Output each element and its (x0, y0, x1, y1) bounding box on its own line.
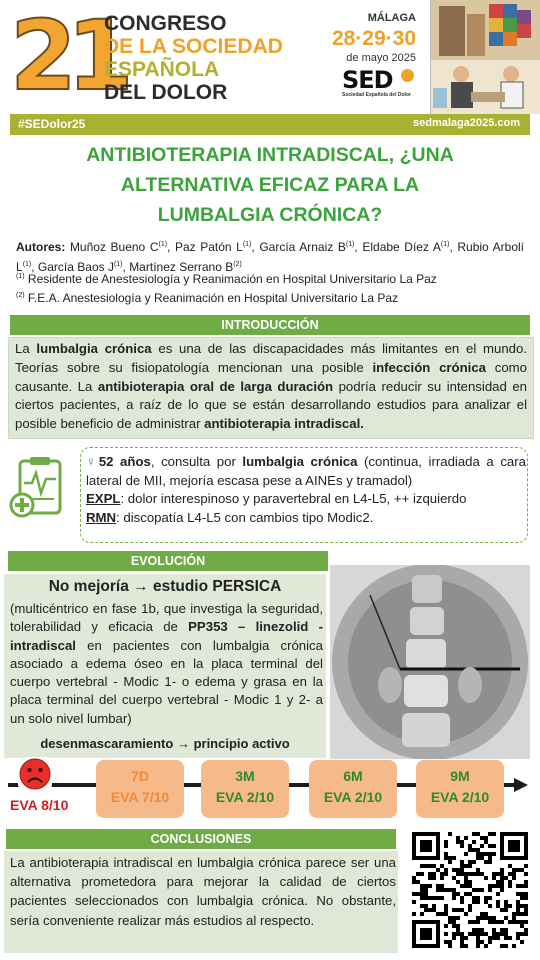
timeline-step (416, 760, 504, 818)
author: Rubio Arbolí L (16, 240, 524, 274)
author-affiliation: (1) (113, 261, 123, 268)
congress-city: MÁLAGA (367, 12, 416, 24)
introduction-text (8, 337, 534, 439)
medical-chart-icon (6, 455, 74, 523)
intro-bold: antibioterapia oral de larga duración (97, 378, 334, 394)
intro-text: La (15, 341, 37, 356)
congress-title-line: ESPAÑOLA (104, 58, 220, 81)
step-time: 9M (450, 768, 470, 784)
poster-title-line: LUMBALGIA CRÓNICA? (157, 204, 383, 226)
sed-logo-text: SED (342, 66, 393, 94)
affiliation-mark: (2) (16, 292, 25, 299)
sad-face-icon (18, 757, 52, 791)
congress-title (104, 12, 304, 104)
female-symbol: ♀ (86, 454, 99, 469)
congress-month: de mayo 2025 (346, 52, 416, 64)
author-affiliation: (1) (22, 261, 32, 268)
affiliation-mark: (1) (16, 273, 25, 280)
intro-text: como causante. La (15, 359, 527, 394)
authors: Autores: Muñoz Bueno $C^{(1)}$, Paz Patón $L^{(1)}$, García Arnaiz $B^{(1)}$, Eldabe Díez $A^{(1)}$, Rubio Arbolí $L^{(1)}$, García Baos $J^{(1)}$, Martínez Serrano $B^{(2)}$ (16, 240, 524, 274)
eva-baseline: EVA 8/10 (10, 797, 69, 813)
evolution-foot-b: principio activo (193, 736, 290, 751)
intro-bold: infección crónica (372, 359, 486, 375)
conclusions-text: La antibioterapia intradiscal en lumbalgia crónica parece ser una alternativa prometedora para mejorar la calidad de ciertos pacientes seleccionados con lumbalgia crónica. No obstante, sería conveniente realizar más estudios al respecto. (10, 855, 396, 928)
evolution-headline (4, 578, 326, 596)
arrow-icon: → (176, 736, 190, 751)
step-eva: EVA 2/10 (215, 789, 275, 805)
evolution-footer (4, 736, 326, 751)
step-eva: EVA 2/10 (323, 789, 383, 805)
authors-label: Autores: (16, 240, 66, 254)
timeline-step (96, 760, 184, 818)
step-eva: EVA 7/10 (110, 789, 170, 805)
rmn-label: RMN (86, 509, 117, 525)
qr-code[interactable] (410, 828, 530, 952)
evolution-text (10, 600, 323, 728)
timeline-arrow-icon (514, 778, 528, 792)
step-time: 6M (343, 768, 363, 784)
case-text (86, 453, 526, 527)
introduction-header: INTRODUCCIÓN (10, 315, 530, 335)
congress-title-line: CONGRESO (104, 12, 227, 35)
header-illustration (430, 0, 540, 114)
hashtag: #SEDolor25 (18, 117, 86, 131)
intro-bold: lumbalgia crónica (36, 341, 152, 356)
sed-logo-subtitle: Sociedad Española del Dolor (342, 92, 411, 98)
expl-text: : dolor interespinoso y paravertebral en L4-L5, ++ izquierdo (120, 491, 467, 506)
poster-title-line: ANTIBIOTERAPIA INTRADISCAL, ¿UNA (86, 144, 454, 166)
intro-bold: antibioterapia intradiscal. (204, 416, 364, 432)
author: Martínez Serrano B (129, 260, 234, 274)
timeline-step (201, 760, 289, 818)
expl-label: EXPL (86, 491, 121, 506)
affiliation-text: Residente de Anestesiología y Reanimación en Hospital Universitario La Paz (27, 272, 437, 286)
step-time: 7D (131, 768, 149, 784)
rmn-text: : discopatía L4-L5 con cambios tipo Modic2. (116, 509, 374, 525)
author: Eldabe Díez A (362, 240, 441, 254)
affiliation-2 (16, 291, 524, 305)
intro-text: podría reducir su intensidad en ciertos pacientes, a raíz de lo que se están desarrollando estudios para analizar el posible beneficio de administrar (15, 378, 527, 432)
case-age: 52 años (98, 454, 151, 469)
author-affiliation: (2) (233, 261, 242, 268)
poster-title (20, 140, 520, 230)
evolution-text-part: (multicéntrico en fase 1b, que investiga la seguridad, tolerabilidad y eficacia de (10, 601, 323, 635)
intro-text: es una de las discapacidades más limitantes en el mundo. Teorías sobre su fisiopatología mencionan una posible (15, 341, 527, 375)
case-text-part: , consulta por (150, 454, 243, 469)
author-affiliation: (1) (345, 241, 355, 248)
congress-title-line: DE LA SOCIEDAD (104, 35, 283, 58)
evolution-headline-b: estudio PERSICA (152, 578, 282, 595)
timeline-step (309, 760, 397, 818)
edition-number: 21 (10, 0, 124, 112)
author: García Arnaiz B (259, 240, 346, 254)
author-affiliation: (1) (440, 241, 450, 248)
congress-title-line: DEL DOLOR (104, 81, 228, 104)
congress-dates: 28·29·30 (331, 27, 416, 50)
evolution-bold: PP353 – linezolid - intradiscal (10, 619, 323, 653)
step-eva: EVA 2/10 (430, 789, 490, 805)
evolution-text-part: en pacientes con lumbalgia crónica asociado a edema óseo en la placa terminal del cuerpo vertebral - Modic 1- o edema y grasa en la placa terminal del cuerpo vertebral - Modic 1 y 2- a un solo nivel lumbar) (10, 637, 323, 726)
author-affiliation: (1) (242, 241, 252, 248)
website-link[interactable]: sedmalaga2025.com (412, 117, 520, 129)
poster-title-line: ALTERNATIVA EFICAZ PARA LA (120, 174, 420, 196)
evolution-header: EVOLUCIÓN (8, 551, 328, 571)
case-bold: lumbalgia crónica (242, 454, 358, 469)
arrow-icon: → (133, 578, 149, 595)
author: Paz Patón L (174, 240, 243, 254)
author: García Baos J (37, 260, 114, 274)
evolution-foot-a: desenmascaramiento (40, 736, 174, 751)
conclusions-header: CONCLUSIONES (6, 829, 396, 849)
sed-logo-mark (401, 69, 414, 82)
author-affiliation: (1) (158, 241, 168, 248)
evolution-headline-a: No mejoría (48, 578, 129, 595)
affiliation-1 (16, 272, 524, 286)
case-text-part: (continua, irradiada a cara lateral de MII, mejoría escasa pese a AINEs y tramadol) (86, 454, 526, 488)
author: Muñoz Bueno C (69, 240, 159, 254)
step-time: 3M (235, 768, 255, 784)
fluoroscopy-image (330, 565, 530, 759)
affiliation-text: F.E.A. Anestesiología y Reanimación en Hospital Universitario La Paz (27, 291, 399, 305)
